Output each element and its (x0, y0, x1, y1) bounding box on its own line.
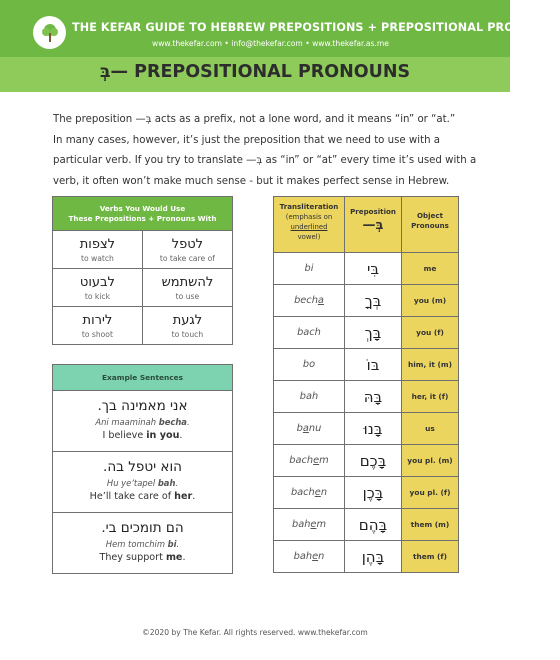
translit-header: Transliteration (emphasis on underlined vowel) (274, 197, 345, 253)
verb-cell (53, 231, 143, 269)
intro-line: verb, it often won’t make much sense - but it makes perfect sense in Hebrew. (53, 175, 450, 187)
example-cell (53, 391, 233, 452)
preposition-cell: בּוֹ (345, 349, 402, 381)
tree-icon (33, 16, 66, 49)
verb-english: to watch (80, 254, 114, 263)
verbs-table (52, 196, 233, 345)
page-title: בְּ— PREPOSITIONAL PRONOUNS (99, 62, 411, 82)
verbs-header-line1: Verbs You Would Use (99, 203, 186, 213)
table-row (53, 391, 233, 452)
example-hebrew: הם תומכים בי. (101, 520, 184, 536)
intro-line: In many cases, however, it’s just the preposition that we need to use with a (53, 134, 441, 146)
object-pronouns-header: Object Pronouns (402, 197, 459, 253)
verbs-table-header (53, 197, 233, 231)
object-pronoun-cell: them (m) (402, 509, 459, 541)
table-row (53, 231, 233, 269)
verb-hebrew: לבעוט (79, 275, 115, 290)
verb-hebrew: לירות (82, 313, 113, 328)
header-banner (0, 0, 560, 92)
object-pronoun-cell: us (402, 413, 459, 445)
preposition-cell: בְּךָ (345, 285, 402, 317)
transliteration-cell: becha (274, 285, 345, 317)
preposition-header: Preposition —בְּ (345, 197, 402, 253)
table-row (53, 269, 233, 307)
verb-hebrew: להשתמש (161, 275, 214, 290)
transliteration-cell: bahen (274, 541, 345, 573)
table-row (274, 317, 459, 349)
preposition-cell: בָּהֶן (345, 541, 402, 573)
verb-english: to touch (171, 330, 204, 339)
verb-cell (142, 231, 232, 269)
site-links: www.thekefar.com • info@thekefar.com • www.thekefar.as.me (152, 39, 389, 48)
examples-table (52, 364, 233, 574)
table-row (274, 349, 459, 381)
object-pronoun-cell: her, it (f) (402, 381, 459, 413)
verb-english: to shoot (81, 330, 113, 339)
preposition-cell: בָּכֶם (345, 445, 402, 477)
intro-line: particular verb. If you try to translate —בְּ as “in” or “at” every time it’s used with a (53, 155, 477, 166)
verbs-header-line2: These Prepositions + Pronouns With (68, 213, 217, 223)
example-transliteration: Hu ye’tapel bah. (106, 478, 179, 488)
table-row (274, 541, 459, 573)
transliteration-cell: bach (274, 317, 345, 349)
preposition-cell: בָּהֶם (345, 509, 402, 541)
verb-cell (53, 307, 143, 345)
verb-hebrew: לגעת (172, 313, 203, 328)
example-english: I believe in you. (102, 430, 183, 441)
example-cell (53, 452, 233, 513)
table-row (274, 285, 459, 317)
object-pronoun-cell: you pl. (f) (402, 477, 459, 509)
example-english: They support me. (99, 552, 186, 563)
table-row (53, 307, 233, 345)
example-english: He’ll take care of her. (89, 491, 196, 502)
object-pronoun-cell: me (402, 253, 459, 285)
transliteration-cell: bachen (274, 477, 345, 509)
intro-paragraph (53, 110, 477, 192)
table-row (274, 253, 459, 285)
examples-header: Example Sentences (53, 365, 233, 391)
table-row (274, 413, 459, 445)
object-pronoun-cell: you pl. (m) (402, 445, 459, 477)
table-row (274, 445, 459, 477)
pronouns-table (273, 196, 459, 573)
object-pronoun-cell: them (f) (402, 541, 459, 573)
transliteration-cell: bo (274, 349, 345, 381)
footer: ©2020 by The Kefar. All rights reserved. www.thekefar.com (142, 628, 368, 637)
intro-line: The preposition —בְּ acts as a prefix, not a lone word, and it means “in” or “at.” (53, 114, 456, 125)
table-row (274, 509, 459, 541)
example-cell (53, 513, 233, 574)
verb-hebrew: לטפל (171, 237, 204, 252)
verb-hebrew: לצפות (79, 237, 116, 252)
transliteration-cell: bah (274, 381, 345, 413)
table-row (274, 381, 459, 413)
preposition-cell: בָּנוּ (345, 413, 402, 445)
table-row (274, 477, 459, 509)
verb-english: to take care of (159, 254, 215, 263)
preposition-cell: בָּהּ (345, 381, 402, 413)
table-row (53, 513, 233, 574)
object-pronoun-cell: him, it (m) (402, 349, 459, 381)
object-pronoun-cell: you (m) (402, 285, 459, 317)
example-hebrew: אני מאמינה בך. (97, 398, 188, 414)
transliteration-cell: banu (274, 413, 345, 445)
example-transliteration: Hem tomchim bi. (105, 539, 180, 549)
transliteration-cell: bahem (274, 509, 345, 541)
verb-english: to kick (84, 292, 110, 301)
table-row (53, 452, 233, 513)
preposition-cell: בָּךְ (345, 317, 402, 349)
transliteration-cell: bi (274, 253, 345, 285)
verb-cell (142, 307, 232, 345)
verb-cell (142, 269, 232, 307)
preposition-cell: בִּי (345, 253, 402, 285)
verb-english: to use (175, 292, 200, 301)
verb-cell (53, 269, 143, 307)
site-title: THE KEFAR GUIDE TO HEBREW PREPOSITIONS + PREPOSITIONAL PRONOUNS (72, 21, 560, 34)
transliteration-cell: bachem (274, 445, 345, 477)
object-pronoun-cell: you (f) (402, 317, 459, 349)
preposition-cell: בָּכֶן (345, 477, 402, 509)
example-hebrew: הוא יטפל בה. (103, 459, 182, 475)
example-transliteration: Ani maaminah becha. (95, 417, 190, 427)
